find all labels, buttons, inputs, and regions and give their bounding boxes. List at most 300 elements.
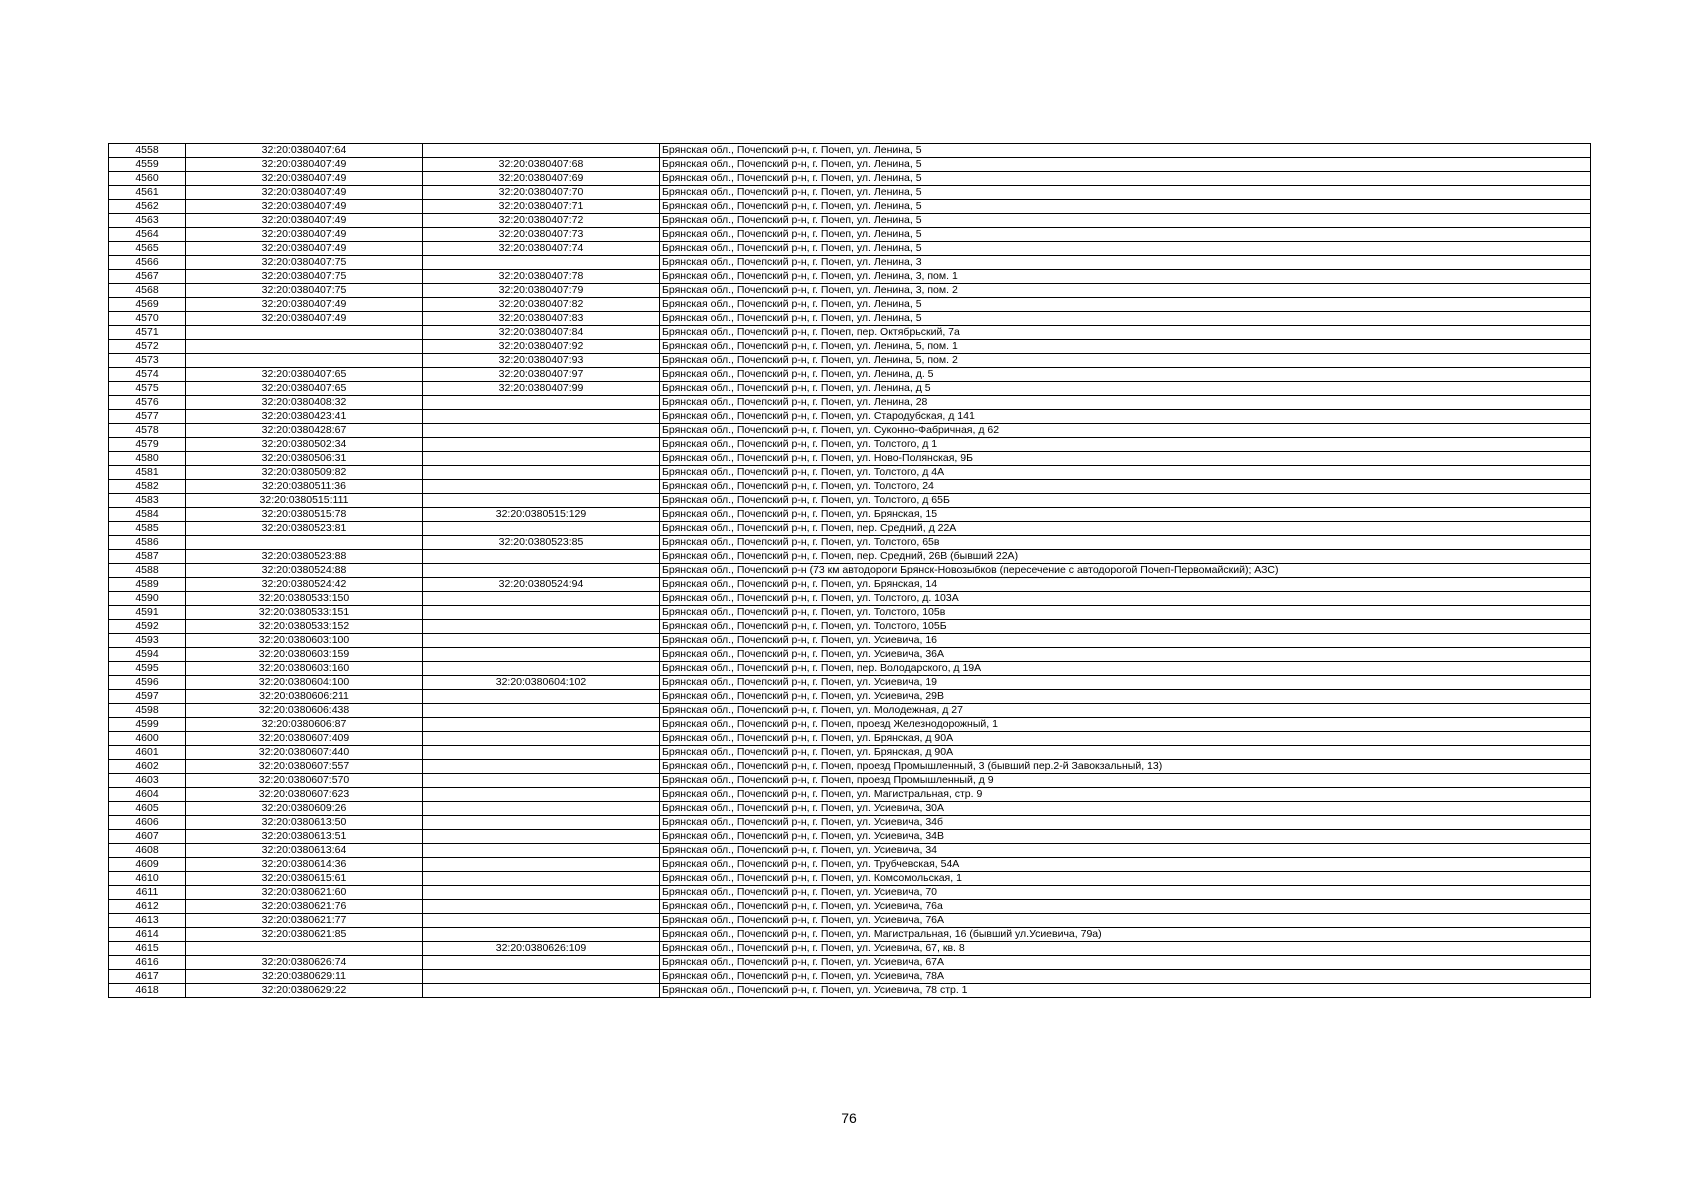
- parcel-number-cell: 32:20:0380515:111: [186, 494, 423, 508]
- table-row: [109, 970, 1591, 984]
- table-row: [109, 606, 1591, 620]
- table-row: [109, 564, 1591, 578]
- row-number-cell: 4598: [109, 704, 186, 718]
- address-cell: Брянская обл., Почепский р-н, г. Почеп, проезд Промышленный, 3 (бывший пер.2-й Завокзальный, 13): [660, 760, 1591, 774]
- row-number-cell: 4576: [109, 396, 186, 410]
- table-row: [109, 844, 1591, 858]
- table-row: [109, 242, 1591, 256]
- table-row: [109, 830, 1591, 844]
- parcel-number-cell: 32:20:0380606:438: [186, 704, 423, 718]
- row-number-cell: 4616: [109, 956, 186, 970]
- row-number-cell: 4558: [109, 144, 186, 158]
- row-number-cell: 4606: [109, 816, 186, 830]
- object-number-cell: [423, 928, 660, 942]
- table-row: [109, 270, 1591, 284]
- parcel-number-cell: 32:20:0380407:49: [186, 158, 423, 172]
- table-row: [109, 550, 1591, 564]
- object-number-cell: [423, 522, 660, 536]
- row-number-cell: 4610: [109, 872, 186, 886]
- parcel-number-cell: [186, 340, 423, 354]
- address-cell: Брянская обл., Почепский р-н, г. Почеп, ул. Ленина, 5: [660, 298, 1591, 312]
- table-row: [109, 634, 1591, 648]
- parcel-number-cell: [186, 326, 423, 340]
- row-number-cell: 4571: [109, 326, 186, 340]
- table-row: [109, 312, 1591, 326]
- object-number-cell: 32:20:0380407:93: [423, 354, 660, 368]
- object-number-cell: [423, 592, 660, 606]
- address-cell: Брянская обл., Почепский р-н, г. Почеп, проезд Железнодорожный, 1: [660, 718, 1591, 732]
- table-row: [109, 648, 1591, 662]
- parcel-number-cell: 32:20:0380629:22: [186, 984, 423, 998]
- row-number-cell: 4593: [109, 634, 186, 648]
- object-number-cell: [423, 886, 660, 900]
- address-cell: Брянская обл., Почепский р-н, г. Почеп, ул. Усиевича, 19: [660, 676, 1591, 690]
- registry-table: [108, 143, 1591, 998]
- parcel-number-cell: 32:20:0380607:557: [186, 760, 423, 774]
- row-number-cell: 4602: [109, 760, 186, 774]
- object-number-cell: 32:20:0380407:92: [423, 340, 660, 354]
- table-row: [109, 438, 1591, 452]
- table-row: [109, 298, 1591, 312]
- parcel-number-cell: 32:20:0380407:49: [186, 242, 423, 256]
- parcel-number-cell: 32:20:0380613:64: [186, 844, 423, 858]
- address-cell: Брянская обл., Почепский р-н, г. Почеп, пер. Средний, 26В (бывший 22А): [660, 550, 1591, 564]
- row-number-cell: 4567: [109, 270, 186, 284]
- row-number-cell: 4561: [109, 186, 186, 200]
- table-row: [109, 942, 1591, 956]
- parcel-number-cell: 32:20:0380524:88: [186, 564, 423, 578]
- address-cell: Брянская обл., Почепский р-н, г. Почеп, пер. Володарского, д 19А: [660, 662, 1591, 676]
- object-number-cell: 32:20:0380524:94: [423, 578, 660, 592]
- table-row: [109, 256, 1591, 270]
- address-cell: Брянская обл., Почепский р-н, г. Почеп, ул. Толстого, 105в: [660, 606, 1591, 620]
- table-row: [109, 774, 1591, 788]
- table-row: [109, 760, 1591, 774]
- table-row: [109, 592, 1591, 606]
- address-cell: Брянская обл., Почепский р-н, г. Почеп, ул. Усиевича, 76а: [660, 900, 1591, 914]
- table-row: [109, 802, 1591, 816]
- table-row: [109, 984, 1591, 998]
- address-cell: Брянская обл., Почепский р-н, г. Почеп, ул. Толстого, 24: [660, 480, 1591, 494]
- table-row: [109, 928, 1591, 942]
- object-number-cell: [423, 480, 660, 494]
- row-number-cell: 4582: [109, 480, 186, 494]
- object-number-cell: [423, 396, 660, 410]
- object-number-cell: [423, 746, 660, 760]
- address-cell: Брянская обл., Почепский р-н, г. Почеп, ул. Усиевича, 76А: [660, 914, 1591, 928]
- parcel-number-cell: 32:20:0380506:31: [186, 452, 423, 466]
- address-cell: Брянская обл., Почепский р-н, г. Почеп, ул. Толстого, 105Б: [660, 620, 1591, 634]
- row-number-cell: 4573: [109, 354, 186, 368]
- address-cell: Брянская обл., Почепский р-н, г. Почеп, ул. Толстого, д 4А: [660, 466, 1591, 480]
- address-cell: Брянская обл., Почепский р-н, г. Почеп, ул. Ленина, 28: [660, 396, 1591, 410]
- address-cell: Брянская обл., Почепский р-н, г. Почеп, ул. Толстого, 65в: [660, 536, 1591, 550]
- address-cell: Брянская обл., Почепский р-н, г. Почеп, ул. Усиевича, 67, кв. 8: [660, 942, 1591, 956]
- row-number-cell: 4603: [109, 774, 186, 788]
- table-row: [109, 886, 1591, 900]
- object-number-cell: [423, 662, 660, 676]
- parcel-number-cell: 32:20:0380408:32: [186, 396, 423, 410]
- parcel-number-cell: 32:20:0380407:49: [186, 228, 423, 242]
- parcel-number-cell: 32:20:0380603:100: [186, 634, 423, 648]
- parcel-number-cell: 32:20:0380423:41: [186, 410, 423, 424]
- address-cell: Брянская обл., Почепский р-н, г. Почеп, ул. Брянская, 15: [660, 508, 1591, 522]
- object-number-cell: 32:20:0380523:85: [423, 536, 660, 550]
- object-number-cell: [423, 634, 660, 648]
- object-number-cell: [423, 732, 660, 746]
- table-row: [109, 340, 1591, 354]
- parcel-number-cell: 32:20:0380407:75: [186, 284, 423, 298]
- row-number-cell: 4572: [109, 340, 186, 354]
- parcel-number-cell: 32:20:0380615:61: [186, 872, 423, 886]
- parcel-number-cell: 32:20:0380533:150: [186, 592, 423, 606]
- parcel-number-cell: [186, 354, 423, 368]
- address-cell: Брянская обл., Почепский р-н, г. Почеп, ул. Ленина, 5: [660, 242, 1591, 256]
- address-cell: Брянская обл., Почепский р-н, г. Почеп, ул. Усиевича, 70: [660, 886, 1591, 900]
- table-row: [109, 480, 1591, 494]
- row-number-cell: 4586: [109, 536, 186, 550]
- row-number-cell: 4570: [109, 312, 186, 326]
- row-number-cell: 4617: [109, 970, 186, 984]
- table-row: [109, 354, 1591, 368]
- object-number-cell: [423, 550, 660, 564]
- table-row: [109, 410, 1591, 424]
- table-row: [109, 508, 1591, 522]
- address-cell: Брянская обл., Почепский р-н, г. Почеп, ул. Толстого, д. 103А: [660, 592, 1591, 606]
- object-number-cell: 32:20:0380407:84: [423, 326, 660, 340]
- row-number-cell: 4607: [109, 830, 186, 844]
- address-cell: Брянская обл., Почепский р-н, г. Почеп, ул. Ленина, 5: [660, 144, 1591, 158]
- object-number-cell: [423, 620, 660, 634]
- address-cell: Брянская обл., Почепский р-н, г. Почеп, ул. Усиевича, 67А: [660, 956, 1591, 970]
- parcel-number-cell: 32:20:0380407:75: [186, 270, 423, 284]
- parcel-number-cell: [186, 536, 423, 550]
- table-row: [109, 620, 1591, 634]
- address-cell: Брянская обл., Почепский р-н, г. Почеп, ул. Ленина, 3, пом. 1: [660, 270, 1591, 284]
- row-number-cell: 4579: [109, 438, 186, 452]
- table-row: [109, 158, 1591, 172]
- parcel-number-cell: 32:20:0380407:49: [186, 172, 423, 186]
- parcel-number-cell: 32:20:0380407:65: [186, 382, 423, 396]
- parcel-number-cell: 32:20:0380407:65: [186, 368, 423, 382]
- table-row: [109, 858, 1591, 872]
- object-number-cell: [423, 424, 660, 438]
- address-cell: Брянская обл., Почепский р-н, г. Почеп, ул. Ленина, 5: [660, 186, 1591, 200]
- parcel-number-cell: 32:20:0380621:77: [186, 914, 423, 928]
- object-number-cell: 32:20:0380604:102: [423, 676, 660, 690]
- row-number-cell: 4564: [109, 228, 186, 242]
- row-number-cell: 4613: [109, 914, 186, 928]
- parcel-number-cell: 32:20:0380629:11: [186, 970, 423, 984]
- row-number-cell: 4591: [109, 606, 186, 620]
- row-number-cell: 4587: [109, 550, 186, 564]
- row-number-cell: 4589: [109, 578, 186, 592]
- table-row: [109, 326, 1591, 340]
- object-number-cell: [423, 872, 660, 886]
- parcel-number-cell: 32:20:0380533:152: [186, 620, 423, 634]
- object-number-cell: [423, 690, 660, 704]
- parcel-number-cell: 32:20:0380407:49: [186, 312, 423, 326]
- row-number-cell: 4560: [109, 172, 186, 186]
- row-number-cell: 4595: [109, 662, 186, 676]
- table-row: [109, 662, 1591, 676]
- address-cell: Брянская обл., Почепский р-н, г. Почеп, ул. Усиевича, 30А: [660, 802, 1591, 816]
- object-number-cell: 32:20:0380407:83: [423, 312, 660, 326]
- address-cell: Брянская обл., Почепский р-н, г. Почеп, ул. Толстого, д 65Б: [660, 494, 1591, 508]
- row-number-cell: 4614: [109, 928, 186, 942]
- table-row: [109, 452, 1591, 466]
- parcel-number-cell: 32:20:0380428:67: [186, 424, 423, 438]
- table-row: [109, 788, 1591, 802]
- address-cell: Брянская обл., Почепский р-н, г. Почеп, ул. Ленина, 3: [660, 256, 1591, 270]
- row-number-cell: 4604: [109, 788, 186, 802]
- address-cell: Брянская обл., Почепский р-н, г. Почеп, ул. Ленина, 5: [660, 312, 1591, 326]
- table-row: [109, 900, 1591, 914]
- parcel-number-cell: 32:20:0380606:87: [186, 718, 423, 732]
- object-number-cell: [423, 830, 660, 844]
- object-number-cell: [423, 760, 660, 774]
- parcel-number-cell: 32:20:0380524:42: [186, 578, 423, 592]
- table-row: [109, 676, 1591, 690]
- object-number-cell: [423, 466, 660, 480]
- table-row: [109, 494, 1591, 508]
- address-cell: Брянская обл., Почепский р-н, г. Почеп, ул. Усиевича, 29В: [660, 690, 1591, 704]
- table-row: [109, 704, 1591, 718]
- parcel-number-cell: 32:20:0380511:36: [186, 480, 423, 494]
- address-cell: Брянская обл., Почепский р-н, г. Почеп, ул. Магистральная, 16 (бывший ул.Усиевича, 79а): [660, 928, 1591, 942]
- parcel-number-cell: 32:20:0380607:440: [186, 746, 423, 760]
- address-cell: Брянская обл., Почепский р-н, г. Почеп, ул. Ново-Полянская, 9Б: [660, 452, 1591, 466]
- address-cell: Брянская обл., Почепский р-н, г. Почеп, ул. Магистральная, стр. 9: [660, 788, 1591, 802]
- object-number-cell: [423, 802, 660, 816]
- table-row: [109, 396, 1591, 410]
- object-number-cell: [423, 704, 660, 718]
- object-number-cell: [423, 956, 660, 970]
- object-number-cell: [423, 788, 660, 802]
- parcel-number-cell: 32:20:0380613:51: [186, 830, 423, 844]
- row-number-cell: 4608: [109, 844, 186, 858]
- address-cell: Брянская обл., Почепский р-н, г. Почеп, ул. Ленина, 5, пом. 2: [660, 354, 1591, 368]
- parcel-number-cell: [186, 942, 423, 956]
- row-number-cell: 4565: [109, 242, 186, 256]
- address-cell: Брянская обл., Почепский р-н (73 км автодороги Брянск-Новозыбков (пересечение с автодорогой Почеп-Первомайский); АЗС): [660, 564, 1591, 578]
- parcel-number-cell: 32:20:0380603:159: [186, 648, 423, 662]
- row-number-cell: 4618: [109, 984, 186, 998]
- parcel-number-cell: 32:20:0380523:88: [186, 550, 423, 564]
- row-number-cell: 4574: [109, 368, 186, 382]
- address-cell: Брянская обл., Почепский р-н, г. Почеп, ул. Ленина, 5: [660, 214, 1591, 228]
- object-number-cell: 32:20:0380407:97: [423, 368, 660, 382]
- address-cell: Брянская обл., Почепский р-н, г. Почеп, ул. Комсомольская, 1: [660, 872, 1591, 886]
- address-cell: Брянская обл., Почепский р-н, г. Почеп, пер. Средний, д 22А: [660, 522, 1591, 536]
- row-number-cell: 4581: [109, 466, 186, 480]
- table-row: [109, 144, 1591, 158]
- object-number-cell: 32:20:0380407:73: [423, 228, 660, 242]
- parcel-number-cell: 32:20:0380614:36: [186, 858, 423, 872]
- address-cell: Брянская обл., Почепский р-н, г. Почеп, пер. Октябрьский, 7а: [660, 326, 1591, 340]
- table-row: [109, 872, 1591, 886]
- address-cell: Брянская обл., Почепский р-н, г. Почеп, ул. Суконно-Фабричная, д 62: [660, 424, 1591, 438]
- table-row: [109, 816, 1591, 830]
- row-number-cell: 4580: [109, 452, 186, 466]
- object-number-cell: [423, 844, 660, 858]
- object-number-cell: [423, 816, 660, 830]
- table-row: [109, 732, 1591, 746]
- row-number-cell: 4592: [109, 620, 186, 634]
- object-number-cell: [423, 648, 660, 662]
- row-number-cell: 4563: [109, 214, 186, 228]
- object-number-cell: 32:20:0380407:69: [423, 172, 660, 186]
- row-number-cell: 4600: [109, 732, 186, 746]
- table-row: [109, 690, 1591, 704]
- row-number-cell: 4577: [109, 410, 186, 424]
- object-number-cell: 32:20:0380407:70: [423, 186, 660, 200]
- parcel-number-cell: 32:20:0380407:49: [186, 186, 423, 200]
- row-number-cell: 4609: [109, 858, 186, 872]
- parcel-number-cell: 32:20:0380407:49: [186, 200, 423, 214]
- parcel-number-cell: 32:20:0380613:50: [186, 816, 423, 830]
- address-cell: Брянская обл., Почепский р-н, г. Почеп, ул. Усиевича, 34б: [660, 816, 1591, 830]
- address-cell: Брянская обл., Почепский р-н, г. Почеп, ул. Ленина, 3, пом. 2: [660, 284, 1591, 298]
- parcel-number-cell: 32:20:0380523:81: [186, 522, 423, 536]
- row-number-cell: 4597: [109, 690, 186, 704]
- address-cell: Брянская обл., Почепский р-н, г. Почеп, ул. Усиевича, 16: [660, 634, 1591, 648]
- row-number-cell: 4605: [109, 802, 186, 816]
- table-row: [109, 200, 1591, 214]
- object-number-cell: 32:20:0380515:129: [423, 508, 660, 522]
- object-number-cell: [423, 774, 660, 788]
- parcel-number-cell: 32:20:0380604:100: [186, 676, 423, 690]
- table-row: [109, 746, 1591, 760]
- table-row: [109, 522, 1591, 536]
- object-number-cell: [423, 606, 660, 620]
- address-cell: Брянская обл., Почепский р-н, г. Почеп, ул. Усиевича, 78А: [660, 970, 1591, 984]
- parcel-number-cell: 32:20:0380509:82: [186, 466, 423, 480]
- address-cell: Брянская обл., Почепский р-н, г. Почеп, ул. Ленина, 5: [660, 228, 1591, 242]
- parcel-number-cell: 32:20:0380607:570: [186, 774, 423, 788]
- address-cell: Брянская обл., Почепский р-н, г. Почеп, ул. Усиевича, 34В: [660, 830, 1591, 844]
- parcel-number-cell: 32:20:0380502:34: [186, 438, 423, 452]
- parcel-number-cell: 32:20:0380407:75: [186, 256, 423, 270]
- address-cell: Брянская обл., Почепский р-н, г. Почеп, ул. Ленина, д. 5: [660, 368, 1591, 382]
- table-row: [109, 914, 1591, 928]
- parcel-number-cell: 32:20:0380607:623: [186, 788, 423, 802]
- address-cell: Брянская обл., Почепский р-н, г. Почеп, ул. Усиевича, 34: [660, 844, 1591, 858]
- parcel-number-cell: 32:20:0380607:409: [186, 732, 423, 746]
- row-number-cell: 4559: [109, 158, 186, 172]
- table-row: [109, 214, 1591, 228]
- page-number: 76: [841, 1110, 857, 1126]
- row-number-cell: 4611: [109, 886, 186, 900]
- row-number-cell: 4594: [109, 648, 186, 662]
- object-number-cell: 32:20:0380407:71: [423, 200, 660, 214]
- parcel-number-cell: 32:20:0380533:151: [186, 606, 423, 620]
- parcel-number-cell: 32:20:0380621:85: [186, 928, 423, 942]
- object-number-cell: 32:20:0380407:78: [423, 270, 660, 284]
- object-number-cell: 32:20:0380407:82: [423, 298, 660, 312]
- table-row: [109, 172, 1591, 186]
- object-number-cell: [423, 494, 660, 508]
- row-number-cell: 4584: [109, 508, 186, 522]
- table-row: [109, 424, 1591, 438]
- row-number-cell: 4562: [109, 200, 186, 214]
- address-cell: Брянская обл., Почепский р-н, г. Почеп, ул. Брянская, 14: [660, 578, 1591, 592]
- address-cell: Брянская обл., Почепский р-н, г. Почеп, ул. Трубчевская, 54А: [660, 858, 1591, 872]
- parcel-number-cell: 32:20:0380407:49: [186, 298, 423, 312]
- address-cell: Брянская обл., Почепский р-н, г. Почеп, ул. Ленина, 5: [660, 158, 1591, 172]
- parcel-number-cell: 32:20:0380621:60: [186, 886, 423, 900]
- address-cell: Брянская обл., Почепский р-н, г. Почеп, ул. Ленина, 5: [660, 172, 1591, 186]
- table-row: [109, 536, 1591, 550]
- address-cell: Брянская обл., Почепский р-н, г. Почеп, ул. Ленина, 5: [660, 200, 1591, 214]
- object-number-cell: 32:20:0380407:99: [423, 382, 660, 396]
- row-number-cell: 4566: [109, 256, 186, 270]
- row-number-cell: 4588: [109, 564, 186, 578]
- row-number-cell: 4612: [109, 900, 186, 914]
- address-cell: Брянская обл., Почепский р-н, г. Почеп, ул. Брянская, д 90А: [660, 746, 1591, 760]
- table-row: [109, 284, 1591, 298]
- row-number-cell: 4569: [109, 298, 186, 312]
- table-row: [109, 956, 1591, 970]
- address-cell: Брянская обл., Почепский р-н, г. Почеп, ул. Толстого, д 1: [660, 438, 1591, 452]
- parcel-number-cell: 32:20:0380407:64: [186, 144, 423, 158]
- object-number-cell: [423, 718, 660, 732]
- parcel-number-cell: 32:20:0380603:160: [186, 662, 423, 676]
- registry-table-body: [109, 144, 1591, 998]
- address-cell: Брянская обл., Почепский р-н, г. Почеп, ул. Усиевича, 36А: [660, 648, 1591, 662]
- object-number-cell: [423, 900, 660, 914]
- address-cell: Брянская обл., Почепский р-н, г. Почеп, ул. Усиевича, 78 стр. 1: [660, 984, 1591, 998]
- row-number-cell: 4601: [109, 746, 186, 760]
- object-number-cell: [423, 256, 660, 270]
- object-number-cell: [423, 914, 660, 928]
- object-number-cell: [423, 410, 660, 424]
- parcel-number-cell: 32:20:0380621:76: [186, 900, 423, 914]
- row-number-cell: 4596: [109, 676, 186, 690]
- row-number-cell: 4578: [109, 424, 186, 438]
- object-number-cell: [423, 144, 660, 158]
- parcel-number-cell: 32:20:0380609:26: [186, 802, 423, 816]
- row-number-cell: 4599: [109, 718, 186, 732]
- parcel-number-cell: 32:20:0380515:78: [186, 508, 423, 522]
- object-number-cell: [423, 970, 660, 984]
- address-cell: Брянская обл., Почепский р-н, г. Почеп, ул. Молодежная, д 27: [660, 704, 1591, 718]
- parcel-number-cell: 32:20:0380606:211: [186, 690, 423, 704]
- object-number-cell: 32:20:0380407:72: [423, 214, 660, 228]
- address-cell: Брянская обл., Почепский р-н, г. Почеп, ул. Брянская, д 90А: [660, 732, 1591, 746]
- parcel-number-cell: 32:20:0380626:74: [186, 956, 423, 970]
- table-row: [109, 186, 1591, 200]
- object-number-cell: 32:20:0380626:109: [423, 942, 660, 956]
- address-cell: Брянская обл., Почепский р-н, г. Почеп, ул. Ленина, д 5: [660, 382, 1591, 396]
- parcel-number-cell: 32:20:0380407:49: [186, 214, 423, 228]
- object-number-cell: [423, 564, 660, 578]
- address-cell: Брянская обл., Почепский р-н, г. Почеп, ул. Стародубская, д 141: [660, 410, 1591, 424]
- table-row: [109, 382, 1591, 396]
- table-row: [109, 466, 1591, 480]
- object-number-cell: [423, 984, 660, 998]
- address-cell: Брянская обл., Почепский р-н, г. Почеп, ул. Ленина, 5, пом. 1: [660, 340, 1591, 354]
- table-row: [109, 228, 1591, 242]
- row-number-cell: 4590: [109, 592, 186, 606]
- object-number-cell: [423, 452, 660, 466]
- object-number-cell: 32:20:0380407:68: [423, 158, 660, 172]
- table-row: [109, 368, 1591, 382]
- object-number-cell: [423, 438, 660, 452]
- object-number-cell: 32:20:0380407:79: [423, 284, 660, 298]
- row-number-cell: 4575: [109, 382, 186, 396]
- address-cell: Брянская обл., Почепский р-н, г. Почеп, проезд Промышленный, д 9: [660, 774, 1591, 788]
